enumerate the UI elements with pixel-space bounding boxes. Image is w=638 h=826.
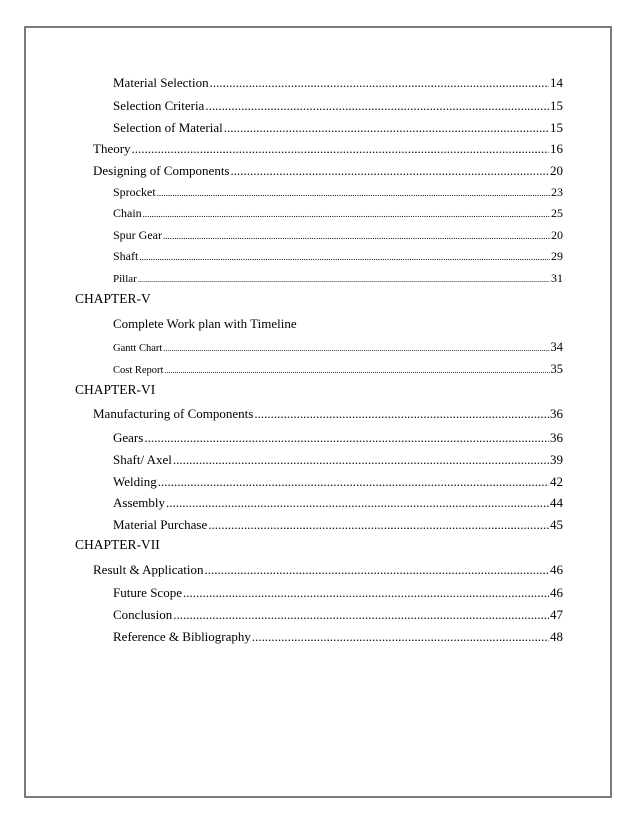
toc-entry-page: 20 [550,163,563,178]
toc-entry-gantt-chart[interactable] [113,341,563,355]
toc-entry-future-scope[interactable] [113,586,563,599]
toc-entry-welding[interactable] [113,475,563,488]
toc-entry-manufacturing[interactable] [93,407,563,420]
toc-entry-page: 25 [551,206,563,220]
toc-entry-page: 47 [550,607,563,622]
toc-entry-label: Gantt Chart [113,343,163,354]
toc-entry-theory[interactable] [93,142,563,155]
toc-entry-page: 31 [551,271,563,285]
toc-entry-label: Gears [113,430,144,445]
toc-entry-sprocket[interactable] [113,186,563,198]
toc-entry-chain[interactable] [113,207,563,219]
toc-entry-page: 36 [550,430,563,445]
chapter-heading-vi: CHAPTER-VI [75,382,156,397]
toc-entry-page: 35 [550,362,563,376]
toc-entry-page: 46 [550,585,563,600]
toc-entry-page: 16 [550,141,563,156]
toc-entry-page: 39 [550,452,563,467]
toc-entry-reference[interactable] [113,630,563,643]
toc-entry-label: Welding [113,474,157,489]
toc-entry-label: Assembly [113,495,165,510]
toc-entry-page: 44 [550,495,563,510]
toc-entry-page: 23 [551,185,563,199]
toc-entry-assembly[interactable] [113,496,563,509]
toc-entry-page: 48 [550,629,563,644]
toc-entry-label: Designing of Components [93,163,230,178]
toc-entry-shaft[interactable] [113,250,563,262]
toc-entry-pillar[interactable] [113,272,563,285]
chapter-heading-vii: CHAPTER-VII [75,537,160,552]
toc-entry-material-purchase[interactable] [113,518,563,531]
toc-entry-conclusion[interactable] [113,608,563,621]
toc-entry-label: Conclusion [113,607,173,622]
toc-entry-label: Chain [113,206,142,220]
toc-entry-label: Shaft/ Axel [113,452,172,467]
toc-entry-page: 15 [550,98,563,113]
toc-entry-label: Spur Gear [113,228,162,242]
toc-entry-page: 36 [550,406,563,421]
toc-entry-label: Result & Application [93,562,204,577]
toc-entry-page: 34 [550,340,563,354]
chapter-heading-v: CHAPTER-V [75,291,151,306]
toc-entry-label: Theory [93,141,131,156]
toc-entry-label: Cost Report [113,365,164,376]
toc-entry-spur-gear[interactable] [113,229,563,241]
toc-entry-label: Manufacturing of Components [93,406,254,421]
toc-entry-label: Material Purchase [113,517,208,532]
toc-entry-label: Pillar [113,273,137,285]
toc-entry-page: 29 [551,249,563,263]
toc-entry-label: Selection Criteria [113,98,205,113]
toc-entry-page: 45 [550,517,563,532]
toc-entry-gears[interactable] [113,431,563,444]
toc-entry-label: Material Selection [113,75,209,90]
toc-entry-page: 14 [550,75,563,90]
toc-entry-result-application[interactable] [93,563,563,576]
toc-entry-page: 20 [551,228,563,242]
toc-entry-page: 46 [550,562,563,577]
toc-entry-shaft-axel[interactable] [113,453,563,466]
toc-entry-page: 15 [550,120,563,135]
toc-entry-cost-report[interactable] [113,363,563,377]
toc-entry-material-selection[interactable] [113,76,563,89]
toc-entry-label: Future Scope [113,585,182,600]
toc-entry-label: Shaft [113,249,139,263]
toc-entry-designing-components[interactable] [93,164,563,177]
section-title-work-plan: Complete Work plan with Timeline [113,316,297,331]
toc-entry-page: 42 [550,474,563,489]
toc-entry-label: Sprocket [113,185,156,199]
toc-entry-label: Reference & Bibliography [113,629,251,644]
toc-entry-selection-criteria[interactable] [113,99,563,112]
toc-entry-selection-of-material[interactable] [113,121,563,134]
toc-entry-label: Selection of Material [113,120,223,135]
